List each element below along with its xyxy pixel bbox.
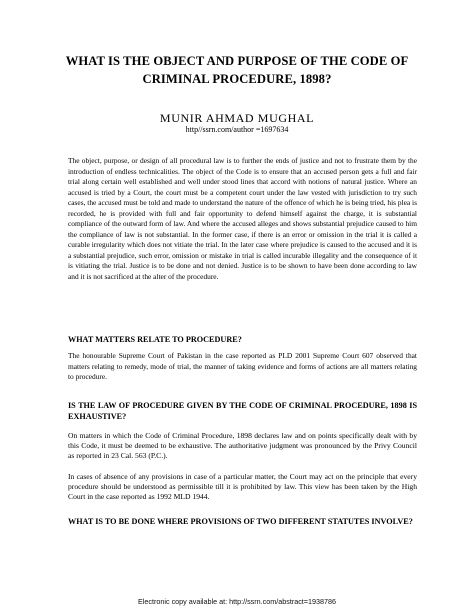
intro-paragraph: The object, purpose, or design of all procedural law is to further the ends of justice and not to frustrate them by the introduction of endless technicalities. The object of the Code is to ensure that an accused person gets a full and fair trial along certain well established and well under stood lines that accord with notions of natural justice. Where an accused is tried by a Court, the court must be a competent court under the law vested with jurisdiction to try such cases, the accused must be told and made to understand the nature of the offence of which he is being tried, his plea is recorded, he is provided with full and fair opportunity to defend himself against the charge, it is substantial compliance of the outward form of law. And where the accused alleges and shows substantial prejudice caused to him the compliance of law is not substantial. In the former case, if there is an error or omission in the trial it is called a curable irregularity which does not vitiate the trial. In the later case where prejudice is caused to the accused and it is a substantial prejudice, such error, omission or mistake in trial is called incurable illegality and the consequence of it is vitiating the trial. Justice is to be done and not denied. Justice is to be shown to have been done according to law and it is not sacrificed at the alter of the procedure. bbox=[68, 156, 417, 282]
footer-note: Electronic copy available at: http://ssrn.com/abstract=1938786 bbox=[138, 597, 336, 606]
document-title: WHAT IS THE OBJECT AND PURPOSE OF THE CODE OF CRIMINAL PROCEDURE, 1898? bbox=[65, 54, 409, 86]
section-body-exhaustive-1: On matters in which the Code of Criminal Procedure, 1898 declares law and on points specifically dealt with by this Code, it must be deemed to be exhaustive. The authoritative judgment was pronounced by the Privy Council as reported in 23 Cal. 563 (P.C.). bbox=[68, 431, 417, 461]
section-body-procedure-matters: The honourable Supreme Court of Pakistan in the case reported as PLD 2001 Supreme Court 607 observed that matters relating to remedy, mode of trial, the manner of taking evidence and forms of actions are all matters relating to procedure. bbox=[68, 351, 417, 382]
section-heading-two-statutes: WHAT IS TO BE DONE WHERE PROVISIONS OF TWO DIFFERENT STATUTES INVOLVE? bbox=[68, 517, 413, 526]
section-heading-procedure-matters: WHAT MATTERS RELATE TO PROCEDURE? bbox=[68, 335, 242, 344]
author-url: http//ssrn.com/author =1697634 bbox=[185, 125, 289, 134]
author-name: MUNIR AHMAD MUGHAL bbox=[159, 111, 315, 125]
section-body-exhaustive-2: In cases of absence of any provisions in case of a particular matter, the Court may act on the principle that every procedure should be understood as permissible till it is prohibited by law. This view has been taken by the High Court in the case reported as 1992 MLD 1944. bbox=[68, 472, 417, 502]
section-heading-exhaustive: IS THE LAW OF PROCEDURE GIVEN BY THE CODE OF CRIMINAL PROCEDURE, 1898 IS EXHAUSTIVE? bbox=[68, 401, 417, 421]
